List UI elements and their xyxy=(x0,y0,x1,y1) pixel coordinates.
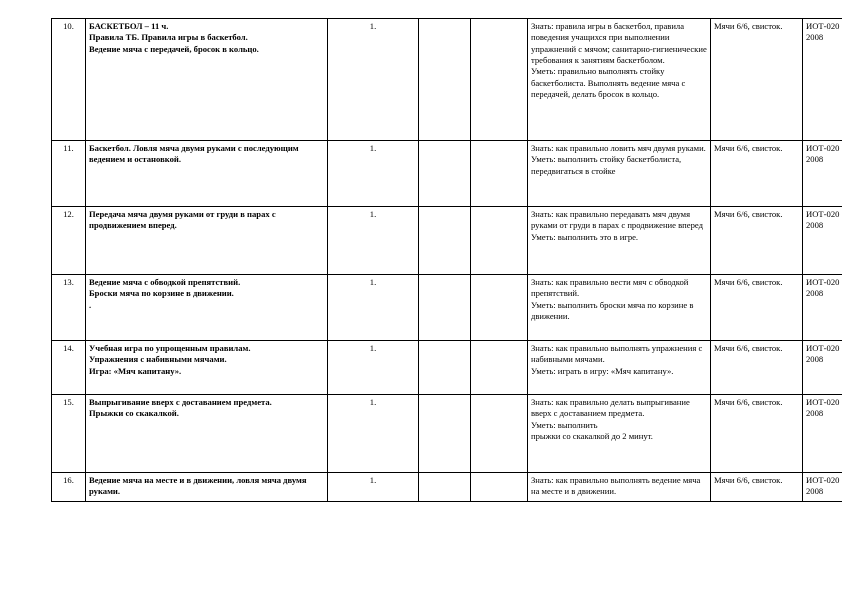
table-body xyxy=(52,19,842,502)
lesson-topic-cell-line: Броски мяча по корзине в движении. xyxy=(89,288,234,299)
safety-instruction-cell: ИОТ-020 2008 xyxy=(803,141,842,207)
lesson-topic-cell xyxy=(86,275,328,341)
hours-cell: 1. xyxy=(328,473,419,502)
table-row xyxy=(52,275,842,341)
empty-cell xyxy=(419,275,471,341)
lesson-topic-cell-line: Игра: «Мяч капитану». xyxy=(89,365,182,376)
requirements-cell xyxy=(528,207,711,275)
requirements-cell-line: Знать: как правильно выполнять упражнения с набивными мячами. xyxy=(531,343,703,365)
lesson-number-cell: 11. xyxy=(52,141,86,207)
equipment-cell: Мячи 6/6, свисток. xyxy=(711,473,803,502)
requirements-cell-line: Знать: как правильно передавать мяч двумя руками от груди в парах с продвижение вперед xyxy=(531,209,703,231)
lesson-topic-cell-line: БАСКЕТБОЛ – 11 ч. xyxy=(89,21,169,31)
requirements-cell-line: Знать: как правильно выполнять ведение мяча на месте и в движении. xyxy=(531,475,701,497)
safety-instruction-cell: ИОТ-020 2008 xyxy=(803,473,842,502)
empty-cell xyxy=(471,207,528,275)
empty-cell xyxy=(419,341,471,395)
lesson-topic-cell-line: Учебная игра по упрощенным правилам. xyxy=(89,343,251,353)
hours-cell: 1. xyxy=(328,275,419,341)
requirements-cell-line: Уметь: выполнить xyxy=(531,419,598,430)
lesson-topic-cell-line: Упражнения с набивными мячами. xyxy=(89,354,227,365)
requirements-cell-line: Уметь: правильно выполнять стойку баскетболиста. Выполнять ведение мяча с передачей, делать бросок в кольцо. xyxy=(531,66,686,100)
lesson-number-cell: 14. xyxy=(52,341,86,395)
requirements-cell-line: Уметь: выполнить это в игре. xyxy=(531,231,639,242)
table-row xyxy=(52,207,842,275)
table-row xyxy=(52,19,842,141)
requirements-cell-line: Уметь: выполнить стойку баскетболиста, xyxy=(531,154,682,165)
lesson-topic-cell-line: Ведение мяча с передачей, бросок в кольцо. xyxy=(89,43,259,54)
safety-instruction-cell: ИОТ-020 2008 xyxy=(803,395,842,473)
lesson-number-cell: 13. xyxy=(52,275,86,341)
empty-cell xyxy=(419,141,471,207)
empty-cell xyxy=(471,395,528,473)
requirements-cell xyxy=(528,19,711,141)
requirements-cell-line: прыжки со скакалкой до 2 минут. xyxy=(531,431,653,442)
lesson-topic-cell xyxy=(86,395,328,473)
equipment-cell: Мячи 6/6, свисток. xyxy=(711,19,803,141)
requirements-cell-line: Уметь: выполнить броски мяча по корзине в движении. xyxy=(531,299,694,322)
hours-cell: 1. xyxy=(328,395,419,473)
empty-cell xyxy=(471,341,528,395)
safety-instruction-cell: ИОТ-020 2008 xyxy=(803,19,842,141)
table-row xyxy=(52,395,842,473)
equipment-cell: Мячи 6/6, свисток. xyxy=(711,141,803,207)
lesson-number-cell: 12. xyxy=(52,207,86,275)
table-row xyxy=(52,141,842,207)
lesson-topic-cell xyxy=(86,141,328,207)
lesson-topic-cell xyxy=(86,473,328,502)
requirements-cell-line: Знать: как правильно вести мяч с обводкой препятствий. xyxy=(531,277,689,299)
requirements-cell-line: Знать: как правильно делать выпрыгивание вверх с доставанием предмета. xyxy=(531,397,690,419)
equipment-cell: Мячи 6/6, свисток. xyxy=(711,207,803,275)
empty-cell xyxy=(419,395,471,473)
lesson-topic-cell-line: Баскетбол. Ловля мяча двумя руками с последующим ведением и остановкой. xyxy=(89,143,299,165)
equipment-cell: Мячи 6/6, свисток. xyxy=(711,275,803,341)
lesson-topic-cell-line: Ведение мяча на месте и в движении, ловля мяча двумя руками. xyxy=(89,475,307,497)
lesson-topic-cell-line: Выпрыгивание вверх с доставанием предмета. xyxy=(89,397,272,407)
lesson-number-cell: 15. xyxy=(52,395,86,473)
lesson-topic-cell xyxy=(86,341,328,395)
table-row xyxy=(52,473,842,502)
empty-cell xyxy=(419,473,471,502)
safety-instruction-cell: ИОТ-020 2008 xyxy=(803,341,842,395)
lesson-plan-table xyxy=(51,18,842,502)
lesson-topic-cell-line: Прыжки со скакалкой. xyxy=(89,408,179,419)
requirements-cell xyxy=(528,275,711,341)
requirements-cell-line: Знать: правила игры в баскетбол, правила поведения учащихся при выполнении упражнений с мячом; санитарно-гигиенические требования к занятиям баскетболом. xyxy=(531,21,707,66)
lesson-number-cell: 16. xyxy=(52,473,86,502)
lesson-number-cell: 10. xyxy=(52,19,86,141)
lesson-topic-cell-line: Передача мяча двумя руками от груди в парах с продвижением вперед. xyxy=(89,209,276,231)
empty-cell xyxy=(419,207,471,275)
lesson-topic-cell xyxy=(86,207,328,275)
empty-cell xyxy=(471,19,528,141)
requirements-cell xyxy=(528,473,711,502)
empty-cell xyxy=(471,141,528,207)
hours-cell: 1. xyxy=(328,341,419,395)
empty-cell xyxy=(419,19,471,141)
lesson-topic-cell-line: Правила ТБ. Правила игры в баскетбол. xyxy=(89,32,248,43)
lesson-topic-cell-line: . xyxy=(89,299,92,310)
requirements-cell xyxy=(528,141,711,207)
empty-cell xyxy=(471,275,528,341)
requirements-cell-line: Знать: как правильно ловить мяч двумя руками. xyxy=(531,143,706,153)
table-row xyxy=(52,341,842,395)
requirements-cell-line: передвигаться в стойке xyxy=(531,165,616,176)
lesson-topic-cell-line: Ведение мяча с обводкой препятствий. xyxy=(89,277,241,287)
hours-cell: 1. xyxy=(328,19,419,141)
requirements-cell-line: Уметь: играть в игру: «Мяч капитану». xyxy=(531,365,674,376)
requirements-cell xyxy=(528,395,711,473)
requirements-cell xyxy=(528,341,711,395)
lesson-topic-cell xyxy=(86,19,328,141)
safety-instruction-cell: ИОТ-020 2008 xyxy=(803,207,842,275)
equipment-cell: Мячи 6/6, свисток. xyxy=(711,341,803,395)
safety-instruction-cell: ИОТ-020 2008 xyxy=(803,275,842,341)
hours-cell: 1. xyxy=(328,141,419,207)
equipment-cell: Мячи 6/6, свисток. xyxy=(711,395,803,473)
empty-cell xyxy=(471,473,528,502)
hours-cell: 1. xyxy=(328,207,419,275)
